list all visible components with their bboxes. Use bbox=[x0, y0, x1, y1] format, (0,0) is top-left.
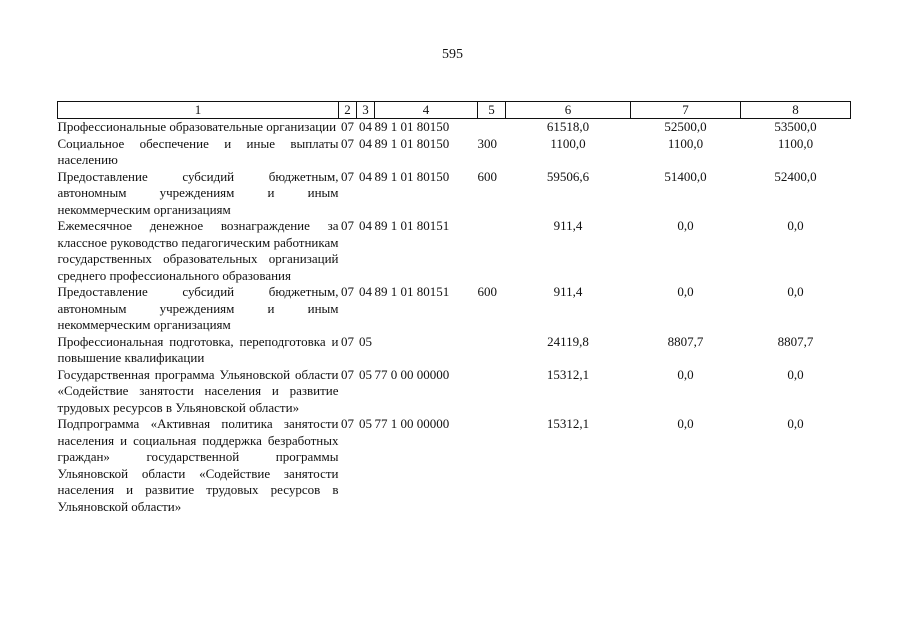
row-name: Профессиональная подготовка, переподготовка и повышение квалификации bbox=[57, 333, 339, 365]
amount-col6: 15312,1 bbox=[546, 416, 590, 431]
amount-col7: 0,0 bbox=[677, 366, 694, 382]
table-row bbox=[58, 334, 851, 367]
amount-col8: 53500,0 bbox=[774, 119, 817, 134]
table-row bbox=[58, 136, 851, 169]
subsection-code: 04 bbox=[359, 119, 372, 134]
column-header: 1 bbox=[58, 102, 339, 119]
amount-col7: 0,0 bbox=[677, 284, 694, 299]
amount-col6: 911,4 bbox=[553, 218, 583, 233]
expense-type-code: 600 bbox=[477, 168, 497, 184]
section-code: 07 bbox=[341, 284, 354, 299]
target-article-code bbox=[375, 334, 478, 367]
row-name: Подпрограмма «Активная политика занятости населения и социальная поддержка безработных граждан» государственной программы Ульяновской области «Содействие занятости населения и развитие трудовых ресурсов в Ульяновской области» bbox=[57, 416, 339, 514]
amount-col8: 0,0 bbox=[787, 218, 804, 233]
subsection-code: 05 bbox=[359, 416, 372, 431]
section-code: 07 bbox=[341, 218, 354, 233]
amount-col7: 0,0 bbox=[677, 218, 694, 233]
budget-table bbox=[57, 101, 851, 515]
subsection-code: 05 bbox=[359, 333, 372, 349]
target-article-code: 77 0 00 00000 bbox=[374, 366, 450, 382]
amount-col6: 15312,1 bbox=[546, 366, 590, 382]
target-article-code: 89 1 01 80150 bbox=[374, 168, 450, 184]
section-code: 07 bbox=[341, 416, 354, 431]
column-header: 6 bbox=[506, 102, 631, 119]
subsection-code: 04 bbox=[359, 135, 372, 151]
amount-col8: 52400,0 bbox=[774, 168, 817, 184]
table-row bbox=[58, 367, 851, 417]
amount-col6: 911,4 bbox=[553, 284, 583, 299]
amount-col6: 61518,0 bbox=[546, 119, 590, 134]
amount-col7: 52500,0 bbox=[664, 119, 707, 134]
column-header: 2 bbox=[339, 102, 357, 119]
subsection-code: 04 bbox=[359, 168, 372, 184]
amount-col8: 0,0 bbox=[787, 416, 804, 431]
amount-col6: 59506,6 bbox=[546, 168, 590, 184]
row-name: Социальное обеспечение и иные выплаты населению bbox=[57, 135, 339, 167]
row-name: Предоставление субсидий бюджетным, автономным учреждениям и иным некоммерческим организациям bbox=[57, 168, 339, 217]
section-code: 07 bbox=[341, 168, 354, 184]
amount-col7: 8807,7 bbox=[667, 333, 704, 349]
target-article-code: 77 1 00 00000 bbox=[374, 416, 450, 431]
target-article-code: 89 1 01 80151 bbox=[374, 218, 450, 233]
target-article-code: 89 1 01 80151 bbox=[374, 284, 450, 299]
expense-type-code: 600 bbox=[477, 284, 497, 299]
expense-type-code bbox=[478, 218, 506, 284]
section-code: 07 bbox=[341, 333, 354, 349]
table-row bbox=[58, 119, 851, 136]
table-row bbox=[58, 416, 851, 515]
column-header: 5 bbox=[478, 102, 506, 119]
header-row bbox=[58, 102, 851, 119]
expense-type-code: 300 bbox=[477, 135, 497, 151]
page-number: 595 bbox=[442, 47, 463, 62]
section-code: 07 bbox=[341, 135, 354, 151]
column-header: 7 bbox=[631, 102, 741, 119]
table-row bbox=[58, 169, 851, 219]
table-row bbox=[58, 284, 851, 334]
subsection-code: 04 bbox=[359, 218, 372, 233]
target-article-code: 89 1 01 80150 bbox=[374, 119, 450, 134]
row-name: Ежемесячное денежное вознаграждение за классное руководство педагогическим работникам государственных образовательных организаций среднего профессионального образования bbox=[57, 218, 339, 283]
row-name: Предоставление субсидий бюджетным, автономным учреждениям и иным некоммерческим организациям bbox=[57, 284, 339, 332]
expense-type-code bbox=[478, 367, 506, 417]
amount-col7: 1100,0 bbox=[667, 135, 704, 151]
column-header: 8 bbox=[741, 102, 851, 119]
amount-col7: 51400,0 bbox=[664, 168, 707, 184]
expense-type-code bbox=[478, 416, 506, 515]
amount-col8: 1100,0 bbox=[777, 135, 814, 151]
amount-col7: 0,0 bbox=[677, 416, 694, 431]
amount-col6: 24119,8 bbox=[547, 333, 589, 349]
section-code: 07 bbox=[341, 119, 354, 134]
amount-col8: 0,0 bbox=[787, 284, 804, 299]
amount-col8: 8807,7 bbox=[777, 333, 814, 349]
table-row bbox=[58, 218, 851, 284]
expense-type-code bbox=[478, 119, 506, 136]
column-header: 3 bbox=[357, 102, 375, 119]
section-code: 07 bbox=[341, 366, 354, 382]
subsection-code: 04 bbox=[359, 284, 372, 299]
expense-type-code bbox=[478, 334, 506, 367]
target-article-code: 89 1 01 80150 bbox=[374, 135, 450, 151]
row-name: Профессиональные образовательные организации bbox=[57, 119, 337, 134]
amount-col6: 1100,0 bbox=[550, 135, 586, 151]
amount-col8: 0,0 bbox=[787, 366, 804, 382]
subsection-code: 05 bbox=[359, 366, 372, 382]
row-name: Государственная программа Ульяновской области «Содействие занятости населения и развитие трудовых ресурсов в Ульяновской области» bbox=[57, 366, 339, 415]
column-header: 4 bbox=[375, 102, 478, 119]
